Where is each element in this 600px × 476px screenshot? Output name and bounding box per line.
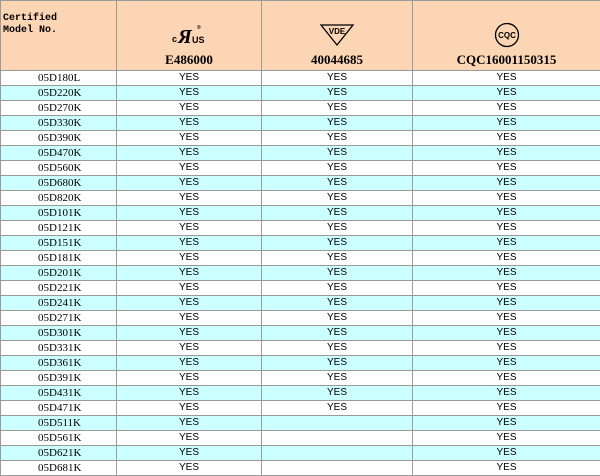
table-row: [1, 131, 600, 146]
table-row: [1, 116, 600, 131]
svg-text:®: ®: [197, 24, 201, 31]
svg-text:CQC: CQC: [498, 31, 516, 40]
vde-status-cell: YES: [262, 326, 413, 341]
ul-status-cell: YES: [117, 131, 262, 146]
cqc-status-cell: YES: [413, 371, 600, 386]
ul-status-cell: YES: [117, 461, 262, 476]
vde-status-cell: YES: [262, 296, 413, 311]
vde-status-cell: YES: [262, 371, 413, 386]
cqc-status-cell: YES: [413, 446, 600, 461]
header-row: [1, 1, 600, 71]
ul-status-cell: YES: [117, 416, 262, 431]
cqc-status-cell: YES: [413, 176, 600, 191]
table-row: [1, 371, 600, 386]
vde-cert-number: 40044685: [262, 52, 412, 70]
vde-status-cell: YES: [262, 356, 413, 371]
model-cell: 05D201K: [1, 266, 117, 281]
model-cell: 05D431K: [1, 386, 117, 401]
ul-status-cell: YES: [117, 116, 262, 131]
model-header-line2: Model No.: [3, 25, 57, 36]
ul-status-cell: YES: [117, 191, 262, 206]
table-row: [1, 281, 600, 296]
cqc-logo-icon: [494, 22, 520, 48]
ul-column-header: [117, 1, 262, 71]
vde-status-cell: [262, 431, 413, 446]
model-cell: 05D270K: [1, 101, 117, 116]
table-row: [1, 401, 600, 416]
table-row: [1, 71, 600, 86]
cqc-status-cell: YES: [413, 131, 600, 146]
model-cell: 05D390K: [1, 131, 117, 146]
vde-status-cell: [262, 416, 413, 431]
table-row: [1, 161, 600, 176]
cqc-status-cell: YES: [413, 386, 600, 401]
cqc-status-cell: YES: [413, 251, 600, 266]
cqc-status-cell: YES: [413, 101, 600, 116]
model-cell: 05D680K: [1, 176, 117, 191]
ul-status-cell: YES: [117, 341, 262, 356]
vde-logo-icon: [319, 23, 355, 47]
model-cell: 05D330K: [1, 116, 117, 131]
model-cell: 05D621K: [1, 446, 117, 461]
ul-status-cell: YES: [117, 356, 262, 371]
model-cell: 05D220K: [1, 86, 117, 101]
vde-status-cell: YES: [262, 341, 413, 356]
vde-column-header: [262, 1, 413, 71]
svg-text:VDE: VDE: [329, 27, 346, 36]
cqc-status-cell: YES: [413, 341, 600, 356]
model-cell: 05D391K: [1, 371, 117, 386]
cqc-status-cell: YES: [413, 281, 600, 296]
table-row: [1, 461, 600, 476]
vde-status-cell: YES: [262, 131, 413, 146]
vde-status-cell: [262, 446, 413, 461]
cqc-status-cell: YES: [413, 311, 600, 326]
table-row: [1, 341, 600, 356]
cqc-status-cell: YES: [413, 416, 600, 431]
vde-status-cell: YES: [262, 236, 413, 251]
cqc-status-cell: YES: [413, 266, 600, 281]
cqc-status-cell: YES: [413, 146, 600, 161]
vde-status-cell: YES: [262, 176, 413, 191]
table-row: [1, 101, 600, 116]
cqc-status-cell: YES: [413, 191, 600, 206]
vde-status-cell: YES: [262, 71, 413, 86]
table-row: [1, 431, 600, 446]
model-column-header: [1, 1, 117, 71]
cqc-status-cell: YES: [413, 431, 600, 446]
table-row: [1, 236, 600, 251]
vde-status-cell: YES: [262, 266, 413, 281]
vde-status-cell: YES: [262, 401, 413, 416]
model-cell: 05D180L: [1, 71, 117, 86]
cqc-status-cell: YES: [413, 86, 600, 101]
svg-text:c: c: [172, 34, 177, 44]
ul-status-cell: YES: [117, 101, 262, 116]
vde-status-cell: [262, 461, 413, 476]
vde-status-cell: YES: [262, 86, 413, 101]
vde-status-cell: YES: [262, 206, 413, 221]
model-cell: 05D560K: [1, 161, 117, 176]
ul-status-cell: YES: [117, 311, 262, 326]
model-cell: 05D301K: [1, 326, 117, 341]
model-header-line1: Certified: [3, 13, 57, 24]
model-cell: 05D101K: [1, 206, 117, 221]
vde-status-cell: YES: [262, 221, 413, 236]
model-cell: 05D681K: [1, 461, 117, 476]
table-row: [1, 146, 600, 161]
ul-status-cell: YES: [117, 86, 262, 101]
vde-status-cell: YES: [262, 101, 413, 116]
ul-status-cell: YES: [117, 161, 262, 176]
ul-status-cell: YES: [117, 236, 262, 251]
model-cell: 05D121K: [1, 221, 117, 236]
vde-status-cell: YES: [262, 116, 413, 131]
model-cell: 05D271K: [1, 311, 117, 326]
vde-status-cell: YES: [262, 251, 413, 266]
cqc-status-cell: YES: [413, 206, 600, 221]
model-cell: 05D361K: [1, 356, 117, 371]
table-row: [1, 221, 600, 236]
cqc-status-cell: YES: [413, 296, 600, 311]
ul-status-cell: YES: [117, 71, 262, 86]
table-row: [1, 266, 600, 281]
ul-status-cell: YES: [117, 206, 262, 221]
model-cell: 05D470K: [1, 146, 117, 161]
table-row: [1, 206, 600, 221]
model-cell: 05D241K: [1, 296, 117, 311]
ul-logo-icon: [171, 22, 207, 48]
ul-status-cell: YES: [117, 446, 262, 461]
model-cell: 05D820K: [1, 191, 117, 206]
svg-text:Я: Я: [177, 26, 193, 48]
table-row: [1, 326, 600, 341]
model-cell: 05D331K: [1, 341, 117, 356]
ul-cert-number: E486000: [117, 52, 261, 70]
cqc-status-cell: YES: [413, 356, 600, 371]
ul-status-cell: YES: [117, 296, 262, 311]
vde-status-cell: YES: [262, 311, 413, 326]
model-cell: 05D181K: [1, 251, 117, 266]
table-row: [1, 296, 600, 311]
ul-status-cell: YES: [117, 281, 262, 296]
svg-text:US: US: [192, 35, 205, 45]
cqc-status-cell: YES: [413, 116, 600, 131]
cqc-cert-number: CQC16001150315: [413, 52, 600, 70]
table-row: [1, 86, 600, 101]
vde-status-cell: YES: [262, 281, 413, 296]
model-cell: 05D561K: [1, 431, 117, 446]
table-row: [1, 251, 600, 266]
ul-status-cell: YES: [117, 146, 262, 161]
ul-status-cell: YES: [117, 326, 262, 341]
table-row: [1, 386, 600, 401]
model-cell: 05D221K: [1, 281, 117, 296]
cqc-status-cell: YES: [413, 401, 600, 416]
ul-status-cell: YES: [117, 431, 262, 446]
ul-status-cell: YES: [117, 221, 262, 236]
table-row: [1, 191, 600, 206]
table-row: [1, 446, 600, 461]
cqc-status-cell: YES: [413, 461, 600, 476]
cqc-column-header: [413, 1, 600, 71]
vde-status-cell: YES: [262, 191, 413, 206]
table-row: [1, 311, 600, 326]
ul-status-cell: YES: [117, 386, 262, 401]
cqc-status-cell: YES: [413, 71, 600, 86]
model-cell: 05D471K: [1, 401, 117, 416]
model-cell: 05D151K: [1, 236, 117, 251]
vde-status-cell: YES: [262, 386, 413, 401]
ul-status-cell: YES: [117, 176, 262, 191]
model-cell: 05D511K: [1, 416, 117, 431]
ul-status-cell: YES: [117, 401, 262, 416]
ul-status-cell: YES: [117, 251, 262, 266]
vde-status-cell: YES: [262, 146, 413, 161]
table-body: [1, 71, 600, 476]
table-row: [1, 356, 600, 371]
ul-status-cell: YES: [117, 266, 262, 281]
table-row: [1, 176, 600, 191]
cqc-status-cell: YES: [413, 221, 600, 236]
cqc-status-cell: YES: [413, 326, 600, 341]
cqc-status-cell: YES: [413, 236, 600, 251]
cqc-status-cell: YES: [413, 161, 600, 176]
ul-status-cell: YES: [117, 371, 262, 386]
vde-status-cell: YES: [262, 161, 413, 176]
table-row: [1, 416, 600, 431]
